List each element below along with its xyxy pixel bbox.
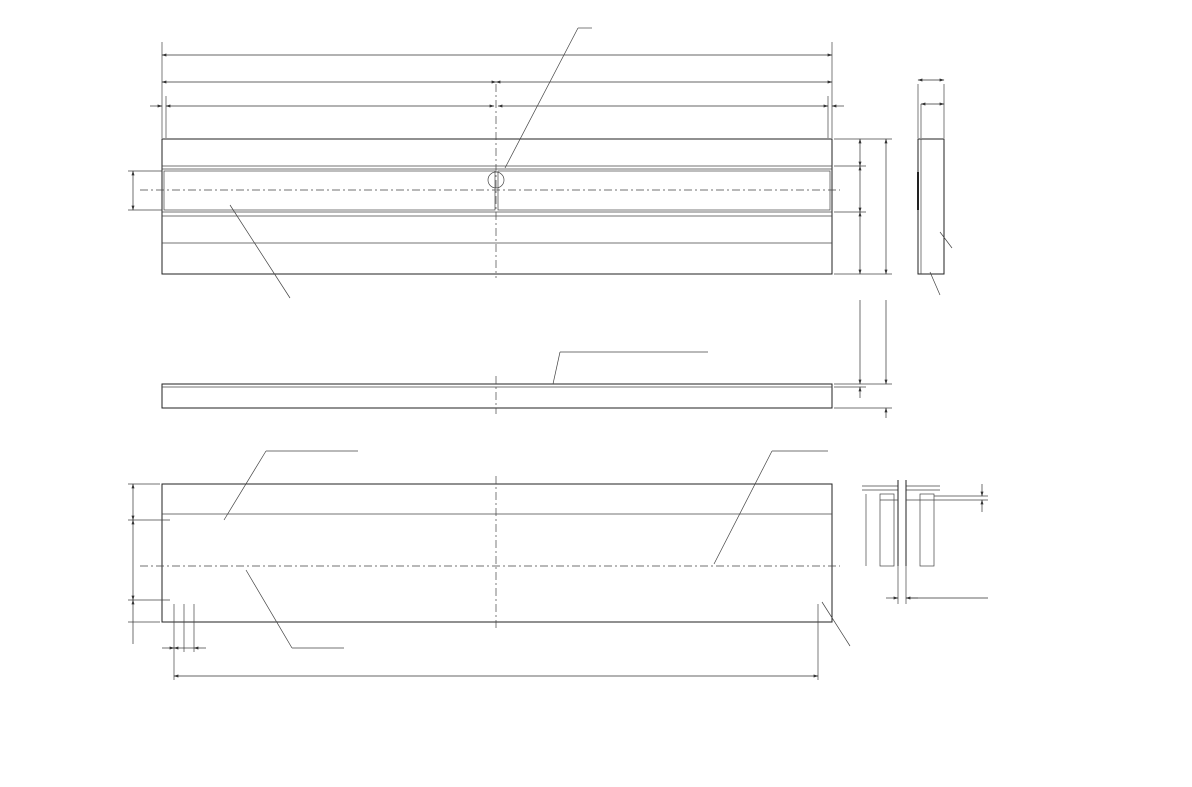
a-detail (862, 480, 988, 604)
side-view (918, 80, 952, 295)
top-view (128, 28, 892, 298)
bottom-view (128, 451, 850, 680)
front-view (162, 300, 892, 418)
top-view-body (162, 139, 832, 274)
